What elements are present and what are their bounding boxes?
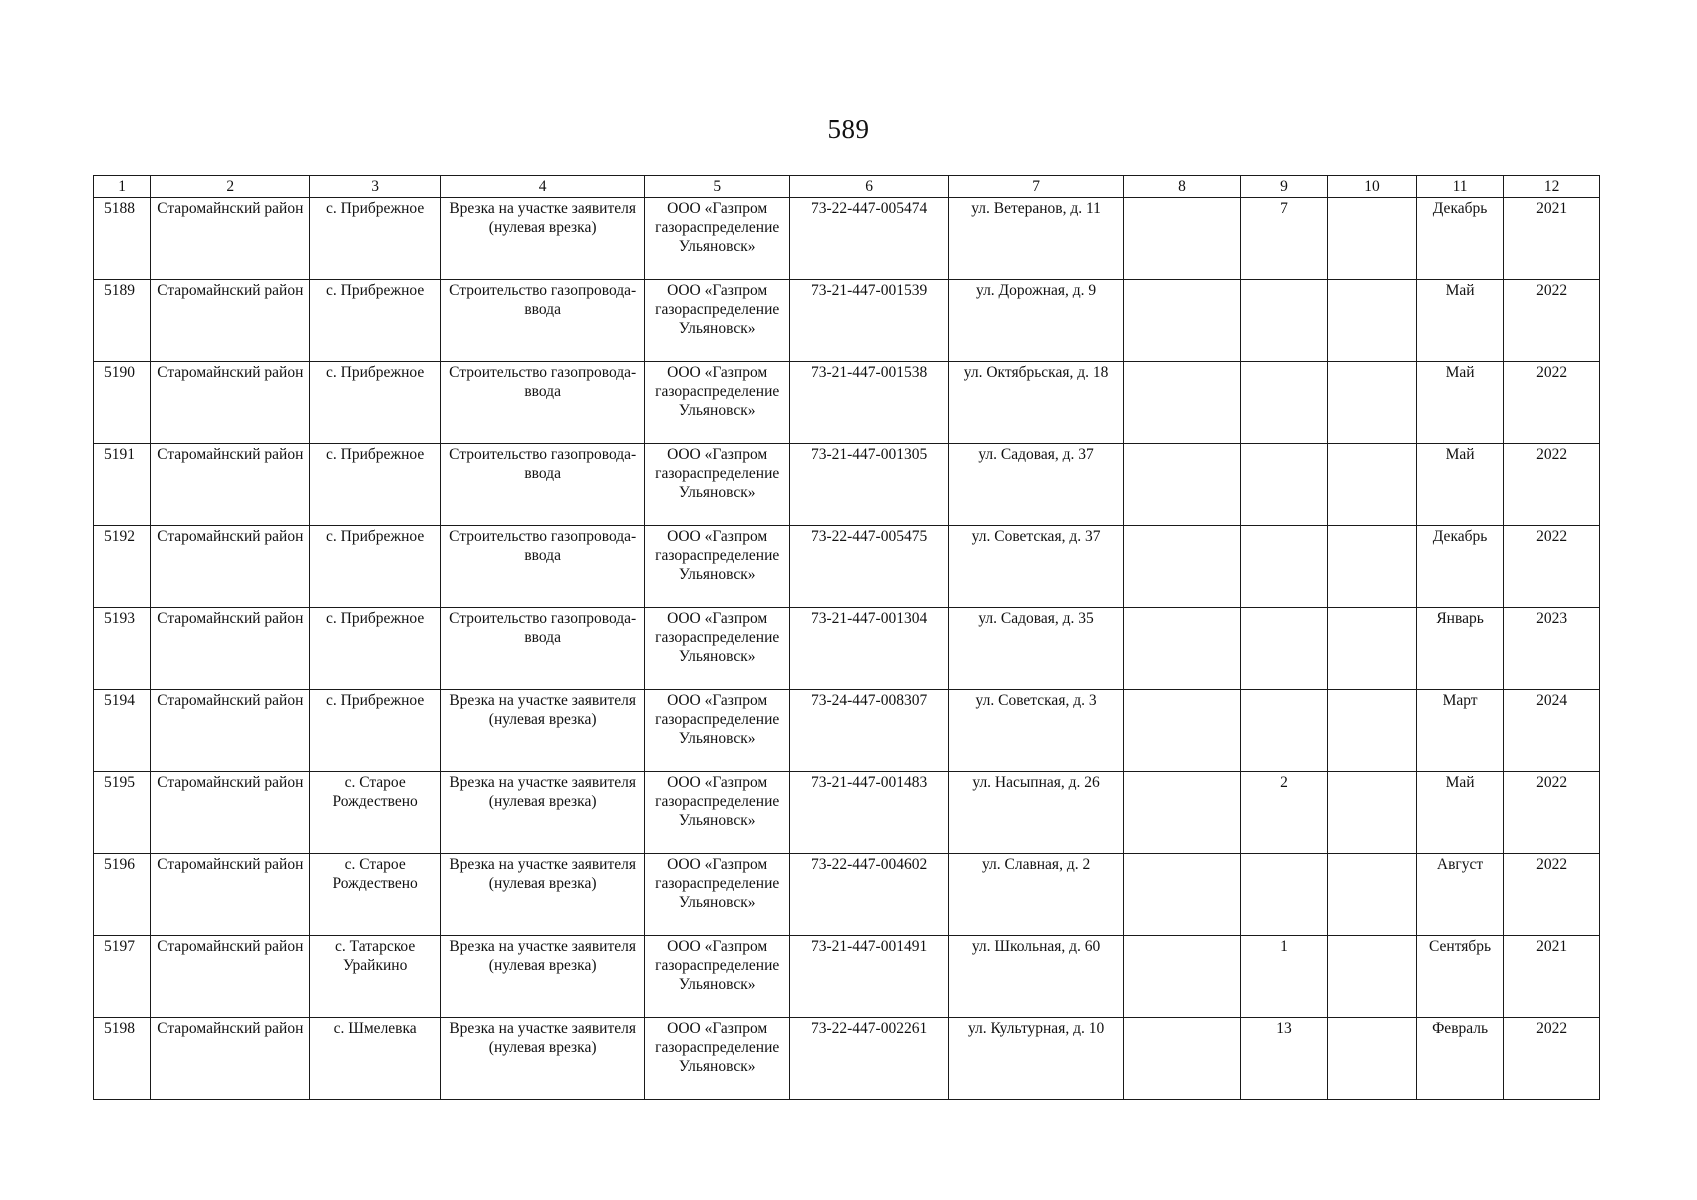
column-9-cell — [1240, 854, 1328, 936]
column-header-4: 4 — [441, 176, 645, 198]
settlement-cell: с. Прибрежное — [310, 362, 441, 444]
month-cell: Март — [1416, 690, 1504, 772]
address-cell: ул. Насыпная, д. 26 — [949, 772, 1124, 854]
settlement-cell: с. Прибрежное — [310, 526, 441, 608]
column-header-5: 5 — [645, 176, 790, 198]
district-cell: Старомайнский район — [151, 1018, 310, 1100]
record-number-cell: 5191 — [94, 444, 151, 526]
column-8-cell — [1124, 362, 1241, 444]
record-number-cell: 5189 — [94, 280, 151, 362]
settlement-cell: с. Старое Рождествено — [310, 772, 441, 854]
record-number-cell: 5197 — [94, 936, 151, 1018]
work-type-cell: Врезка на участке заявителя (нулевая врезка) — [441, 198, 645, 280]
table-body — [94, 198, 1600, 1100]
column-9-cell — [1240, 280, 1328, 362]
work-type-cell: Строительство газопровода-ввода — [441, 444, 645, 526]
record-number-cell: 5198 — [94, 1018, 151, 1100]
column-9-cell: 7 — [1240, 198, 1328, 280]
month-cell: Январь — [1416, 608, 1504, 690]
settlement-cell: с. Прибрежное — [310, 608, 441, 690]
cadastral-number-cell: 73-22-447-004602 — [790, 854, 949, 936]
year-cell: 2022 — [1504, 772, 1600, 854]
settlement-cell: с. Прибрежное — [310, 198, 441, 280]
settlement-cell: с. Прибрежное — [310, 690, 441, 772]
table-header — [94, 176, 1600, 198]
table-row — [94, 1018, 1600, 1100]
gas-connection-table — [93, 175, 1600, 1100]
column-9-cell — [1240, 362, 1328, 444]
column-9-cell — [1240, 526, 1328, 608]
record-number-cell: 5194 — [94, 690, 151, 772]
month-cell: Май — [1416, 280, 1504, 362]
column-10-cell — [1328, 362, 1417, 444]
column-10-cell — [1328, 444, 1417, 526]
column-8-cell — [1124, 772, 1241, 854]
table-row — [94, 362, 1600, 444]
column-header-2: 2 — [151, 176, 310, 198]
column-10-cell — [1328, 772, 1417, 854]
column-10-cell — [1328, 854, 1417, 936]
address-cell: ул. Славная, д. 2 — [949, 854, 1124, 936]
cadastral-number-cell: 73-21-447-001304 — [790, 608, 949, 690]
address-cell: ул. Садовая, д. 35 — [949, 608, 1124, 690]
cadastral-number-cell: 73-21-447-001483 — [790, 772, 949, 854]
organization-cell: ООО «Газпром газораспределение Ульяновск» — [645, 608, 790, 690]
column-8-cell — [1124, 854, 1241, 936]
record-number-cell: 5196 — [94, 854, 151, 936]
work-type-cell: Строительство газопровода-ввода — [441, 362, 645, 444]
district-cell: Старомайнский район — [151, 526, 310, 608]
column-9-cell — [1240, 690, 1328, 772]
district-cell: Старомайнский район — [151, 936, 310, 1018]
settlement-cell: с. Татарское Урайкино — [310, 936, 441, 1018]
work-type-cell: Строительство газопровода-ввода — [441, 526, 645, 608]
work-type-cell: Строительство газопровода-ввода — [441, 608, 645, 690]
cadastral-number-cell: 73-21-447-001491 — [790, 936, 949, 1018]
table-row — [94, 936, 1600, 1018]
month-cell: Февраль — [1416, 1018, 1504, 1100]
column-9-cell: 2 — [1240, 772, 1328, 854]
organization-cell: ООО «Газпром газораспределение Ульяновск» — [645, 362, 790, 444]
organization-cell: ООО «Газпром газораспределение Ульяновск» — [645, 936, 790, 1018]
cadastral-number-cell: 73-24-447-008307 — [790, 690, 949, 772]
district-cell: Старомайнский район — [151, 362, 310, 444]
column-9-cell — [1240, 444, 1328, 526]
address-cell: ул. Октябрьская, д. 18 — [949, 362, 1124, 444]
cadastral-number-cell: 73-22-447-005474 — [790, 198, 949, 280]
record-number-cell: 5193 — [94, 608, 151, 690]
header-row — [94, 176, 1600, 198]
month-cell: Май — [1416, 362, 1504, 444]
year-cell: 2021 — [1504, 198, 1600, 280]
record-number-cell: 5192 — [94, 526, 151, 608]
address-cell: ул. Советская, д. 3 — [949, 690, 1124, 772]
address-cell: ул. Культурная, д. 10 — [949, 1018, 1124, 1100]
column-8-cell — [1124, 280, 1241, 362]
column-header-9: 9 — [1240, 176, 1328, 198]
column-8-cell — [1124, 1018, 1241, 1100]
record-number-cell: 5195 — [94, 772, 151, 854]
month-cell: Декабрь — [1416, 198, 1504, 280]
table-row — [94, 854, 1600, 936]
organization-cell: ООО «Газпром газораспределение Ульяновск» — [645, 526, 790, 608]
district-cell: Старомайнский район — [151, 444, 310, 526]
year-cell: 2021 — [1504, 936, 1600, 1018]
column-10-cell — [1328, 526, 1417, 608]
record-number-cell: 5190 — [94, 362, 151, 444]
year-cell: 2022 — [1504, 362, 1600, 444]
column-8-cell — [1124, 608, 1241, 690]
work-type-cell: Врезка на участке заявителя (нулевая врезка) — [441, 936, 645, 1018]
settlement-cell: с. Прибрежное — [310, 280, 441, 362]
address-cell: ул. Школьная, д. 60 — [949, 936, 1124, 1018]
work-type-cell: Врезка на участке заявителя (нулевая врезка) — [441, 854, 645, 936]
column-header-10: 10 — [1328, 176, 1417, 198]
month-cell: Декабрь — [1416, 526, 1504, 608]
address-cell: ул. Ветеранов, д. 11 — [949, 198, 1124, 280]
column-10-cell — [1328, 608, 1417, 690]
organization-cell: ООО «Газпром газораспределение Ульяновск» — [645, 690, 790, 772]
table-row — [94, 198, 1600, 280]
work-type-cell: Строительство газопровода-ввода — [441, 280, 645, 362]
district-cell: Старомайнский район — [151, 608, 310, 690]
column-8-cell — [1124, 198, 1241, 280]
table-row — [94, 444, 1600, 526]
organization-cell: ООО «Газпром газораспределение Ульяновск» — [645, 280, 790, 362]
table-row — [94, 280, 1600, 362]
column-8-cell — [1124, 690, 1241, 772]
settlement-cell: с. Прибрежное — [310, 444, 441, 526]
district-cell: Старомайнский район — [151, 280, 310, 362]
district-cell: Старомайнский район — [151, 772, 310, 854]
cadastral-number-cell: 73-21-447-001305 — [790, 444, 949, 526]
column-8-cell — [1124, 936, 1241, 1018]
column-8-cell — [1124, 444, 1241, 526]
address-cell: ул. Дорожная, д. 9 — [949, 280, 1124, 362]
column-header-11: 11 — [1416, 176, 1504, 198]
district-cell: Старомайнский район — [151, 854, 310, 936]
column-header-8: 8 — [1124, 176, 1241, 198]
year-cell: 2022 — [1504, 1018, 1600, 1100]
column-header-12: 12 — [1504, 176, 1600, 198]
cadastral-number-cell: 73-21-447-001538 — [790, 362, 949, 444]
year-cell: 2022 — [1504, 526, 1600, 608]
column-10-cell — [1328, 198, 1417, 280]
work-type-cell: Врезка на участке заявителя (нулевая врезка) — [441, 772, 645, 854]
organization-cell: ООО «Газпром газораспределение Ульяновск» — [645, 772, 790, 854]
column-header-3: 3 — [310, 176, 441, 198]
district-cell: Старомайнский район — [151, 690, 310, 772]
column-10-cell — [1328, 280, 1417, 362]
year-cell: 2022 — [1504, 444, 1600, 526]
column-10-cell — [1328, 936, 1417, 1018]
organization-cell: ООО «Газпром газораспределение Ульяновск» — [645, 1018, 790, 1100]
table-row — [94, 690, 1600, 772]
column-header-1: 1 — [94, 176, 151, 198]
work-type-cell: Врезка на участке заявителя (нулевая врезка) — [441, 1018, 645, 1100]
month-cell: Май — [1416, 444, 1504, 526]
month-cell: Август — [1416, 854, 1504, 936]
page-number: 589 — [827, 114, 870, 144]
settlement-cell: с. Старое Рождествено — [310, 854, 441, 936]
organization-cell: ООО «Газпром газораспределение Ульяновск» — [645, 198, 790, 280]
organization-cell: ООО «Газпром газораспределение Ульяновск» — [645, 854, 790, 936]
year-cell: 2022 — [1504, 854, 1600, 936]
year-cell: 2022 — [1504, 280, 1600, 362]
district-cell: Старомайнский район — [151, 198, 310, 280]
cadastral-number-cell: 73-21-447-001539 — [790, 280, 949, 362]
table-row — [94, 772, 1600, 854]
column-8-cell — [1124, 526, 1241, 608]
column-10-cell — [1328, 1018, 1417, 1100]
column-9-cell — [1240, 608, 1328, 690]
cadastral-number-cell: 73-22-447-002261 — [790, 1018, 949, 1100]
column-header-7: 7 — [949, 176, 1124, 198]
address-cell: ул. Садовая, д. 37 — [949, 444, 1124, 526]
year-cell: 2024 — [1504, 690, 1600, 772]
record-number-cell: 5188 — [94, 198, 151, 280]
address-cell: ул. Советская, д. 37 — [949, 526, 1124, 608]
column-9-cell: 13 — [1240, 1018, 1328, 1100]
column-header-6: 6 — [790, 176, 949, 198]
table-row — [94, 608, 1600, 690]
column-9-cell: 1 — [1240, 936, 1328, 1018]
month-cell: Май — [1416, 772, 1504, 854]
cadastral-number-cell: 73-22-447-005475 — [790, 526, 949, 608]
work-type-cell: Врезка на участке заявителя (нулевая врезка) — [441, 690, 645, 772]
month-cell: Сентябрь — [1416, 936, 1504, 1018]
table-row — [94, 526, 1600, 608]
settlement-cell: с. Шмелевка — [310, 1018, 441, 1100]
year-cell: 2023 — [1504, 608, 1600, 690]
column-10-cell — [1328, 690, 1417, 772]
organization-cell: ООО «Газпром газораспределение Ульяновск» — [645, 444, 790, 526]
